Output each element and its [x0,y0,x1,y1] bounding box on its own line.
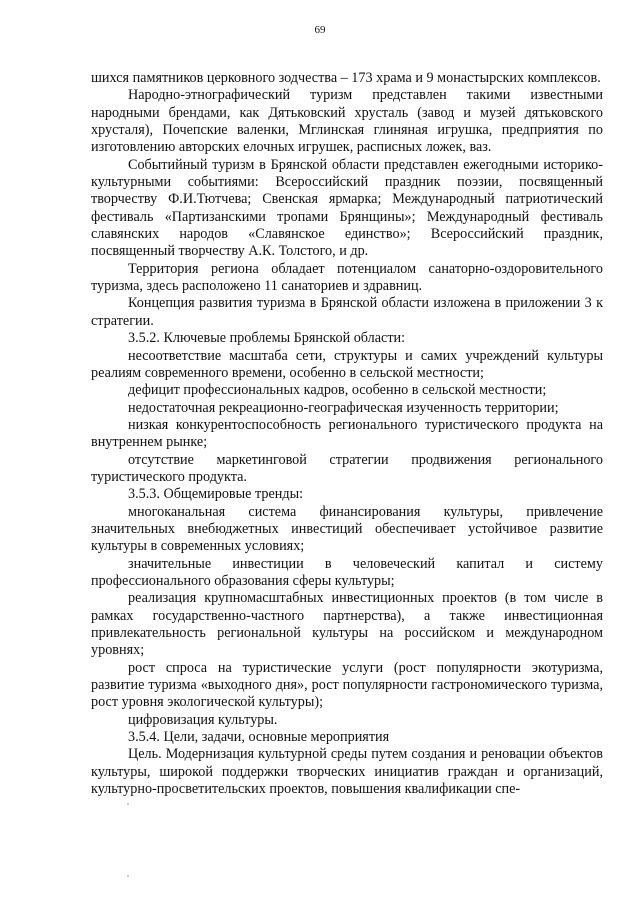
section-heading: 3.5.3. Общемировые тренды: [128,486,304,503]
list-item: цифровизация культуры. [128,711,278,728]
paragraph: Народно-этнографический туризм представлен такими известными народными брендами, как Дятьковский хрусталь (завод и музей дятьковского хрусталя), Почепские валенки, Мглинская глиняная игрушка, предприятия по изготовлению авторских елочных игрушек, расписных ложек, ваз. [91,87,603,156]
list-item: многоканальная система финансирования культуры, привлечение значительных внебюджетных инвестиций обеспечивает устойчивое развитие культуры в современных условиях; [91,503,603,555]
list-item: несоответствие масштаба сети, структуры и самих учреждений культуры реалиям современного времени, особенно в сельской местности; [91,347,603,381]
section-heading: 3.5.4. Цели, задачи, основные мероприятия [128,729,390,746]
page-number: 69 [314,24,326,36]
list-item: дефицит профессиональных кадров, особенно в сельской местности; [128,382,547,399]
paragraph: Событийный туризм в Брянской области представлен ежегодными историко-культурными событиями: Всероссийский праздник поэзии, посвященный творчеству Ф.И.Тютчева; Свенская ярмарка; Международный патриотический фестиваль «Партизанскими тропами Брянщины»; Международный фестиваль славянских народов «Славянское единство»; Всероссийский праздник, посвященный творчеству А.К. Толстого, и др. [91,156,603,260]
list-item: отсутствие маркетинговой стратегии продвижения регионального туристического продукта. [91,451,603,485]
paragraph: Концепция развития туризма в Брянской области изложена в приложении 3 к стратегии. [91,295,603,329]
section-heading: 3.5.2. Ключевые проблемы Брянской области: [128,330,406,347]
scan-speck [127,803,129,805]
list-item: значительные инвестиции в человеческий капитал и систему профессионального образования сферы культуры; [91,555,603,589]
document-body [91,70,603,798]
scan-speck [127,875,129,877]
list-item: недостаточная рекреационно-географическая изученность территории; [128,399,559,416]
paragraph: Цель. Модернизация культурной среды путем создания и реновации объектов культуры, широкой поддержки творческих инициатив граждан и организаций, культурно-просветительских проектов, повышения квалификации спе- [91,746,603,798]
paragraph: шихся памятников церковного зодчества – 173 храма и 9 монастырских комплексов. [91,70,601,86]
list-item: низкая конкурентоспособность регионального туристического продукта на внутреннем рынке; [91,416,603,451]
paragraph: Территория региона обладает потенциалом санаторно-оздоровительного туризма, здесь расположено 11 санаториев и здравниц. [91,260,603,295]
list-item: рост спроса на туристические услуги (рост популярности экотуризма, развитие туризма «выходного дня», рост популярности гастрономического туризма, рост уровня экологической культуры); [91,659,603,711]
list-item: реализация крупномасштабных инвестиционных проектов (в том числе в рамках государственно-частного партнерства), а также инвестиционная привлекательность региональной культуры на российском и международном уровнях; [91,590,603,659]
